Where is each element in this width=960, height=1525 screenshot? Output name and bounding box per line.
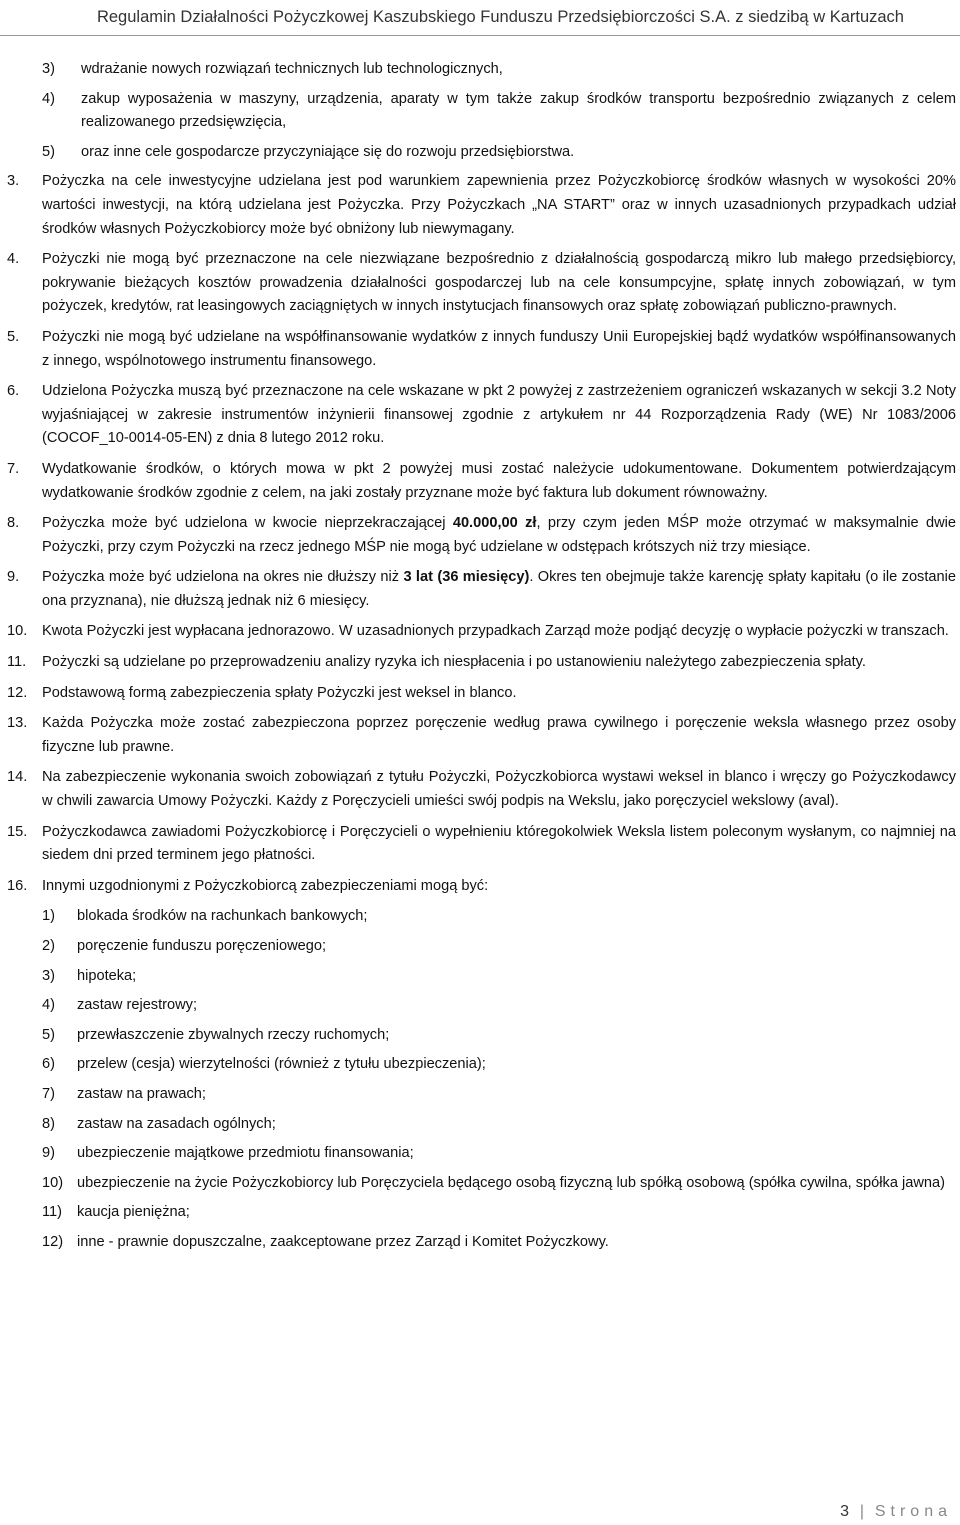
item-text: hipoteka; bbox=[77, 967, 137, 984]
list-item bbox=[0, 1172, 960, 1196]
item-text: ubezpieczenie majątkowe przedmiotu finansowania; bbox=[77, 1145, 414, 1162]
item-text: kaucja pieniężna; bbox=[77, 1204, 190, 1221]
paragraph bbox=[0, 326, 960, 373]
paragraph bbox=[0, 620, 960, 644]
paragraph bbox=[0, 682, 960, 706]
page-footer bbox=[840, 1503, 952, 1521]
paragraph bbox=[0, 512, 960, 559]
paragraph bbox=[0, 248, 960, 319]
page-number: 3 bbox=[840, 1503, 850, 1520]
item-text: zakup wyposażenia w maszyny, urządzenia, aparaty w tym także zakup środków transportu bezpośrednio związanych z celem realizowanego przedsięwzięcia, bbox=[81, 90, 956, 131]
list-item bbox=[0, 141, 960, 165]
list-item bbox=[0, 994, 960, 1018]
list-item bbox=[0, 965, 960, 989]
paragraph bbox=[0, 821, 960, 868]
paragraph-number: 15. bbox=[7, 823, 28, 840]
item-text: oraz inne cele gospodarcze przyczyniające się do rozwoju przedsiębiorstwa. bbox=[81, 143, 575, 160]
paragraph-text: Pożyczkodawca zawiadomi Pożyczkobiorcę i Poręczycieli o wypełnieniu któregokolwiek Weksla listem poleconym wysłanym, co najmniej na siedem dni przed terminem jego płatności. bbox=[42, 823, 956, 864]
item-text: zastaw na prawach; bbox=[77, 1085, 206, 1102]
item-text: wdrażanie nowych rozwiązań technicznych lub technologicznych, bbox=[81, 61, 503, 77]
list-item bbox=[0, 1231, 960, 1255]
paragraph-text: Podstawową formą zabezpieczenia spłaty Pożyczki jest weksel in blanco. bbox=[42, 684, 517, 701]
loan-period: 3 lat (36 miesięcy) bbox=[403, 569, 530, 586]
paragraph bbox=[0, 458, 960, 505]
paragraph bbox=[0, 170, 960, 241]
paragraph-text: Wydatkowanie środków, o których mowa w pkt 2 powyżej musi zostać należycie udokumentowane. Dokumentem potwierdzającym wydatkowanie środków zgodnie z celem, na jaki zostały przyznane może być faktura lub dokument równoważny. bbox=[42, 460, 956, 501]
item-text: ubezpieczenie na życie Pożyczkobiorcy lub Poręczyciela będącego osobą fizyczną lub spółką osobową (spółka cywilna, spółka jawna) bbox=[77, 1174, 945, 1191]
paragraph-number: 3. bbox=[7, 173, 20, 190]
list-item bbox=[0, 1024, 960, 1048]
list-item bbox=[0, 1083, 960, 1107]
item-number: 9) bbox=[42, 1145, 55, 1162]
paragraph-text: Na zabezpieczenie wykonania swoich zobowiązań z tytułu Pożyczki, Pożyczkobiorca wystawi weksel in blanco i wręczy go Pożyczkodawcy w chwili zawarcia Umowy Pożyczki. Każdy z Poręczycieli umieści swój podpis na Wekslu, jako poręczyciel wekslowy (aval). bbox=[42, 769, 956, 810]
paragraph bbox=[0, 875, 960, 899]
page-word: Strona bbox=[874, 1503, 952, 1520]
paragraph bbox=[0, 651, 960, 675]
paragraph-number: 16. bbox=[7, 877, 28, 894]
security-list bbox=[0, 905, 960, 1254]
loan-amount: 40.000,00 zł bbox=[452, 515, 537, 532]
paragraph-number: 13. bbox=[7, 715, 28, 732]
item-number: 8) bbox=[42, 1115, 55, 1132]
paragraph-text-pre: Pożyczka może być udzielona w kwocie nieprzekraczającej bbox=[42, 515, 453, 532]
item-text: inne - prawnie dopuszczalne, zaakceptowane przez Zarząd i Komitet Pożyczkowy. bbox=[77, 1233, 609, 1250]
item-number: 5) bbox=[42, 143, 55, 160]
list-item bbox=[0, 58, 960, 82]
paragraph-number: 9. bbox=[7, 569, 20, 586]
paragraph-number: 6. bbox=[7, 383, 20, 400]
item-number: 12) bbox=[42, 1233, 64, 1250]
item-text: przewłaszczenie zbywalnych rzeczy ruchomych; bbox=[77, 1026, 390, 1043]
paragraph-text-post: . Okres ten obejmuje także karencję spłaty kapitału (o ile zostanie ona przyznana), nie dłuższą jednak niż 6 miesięcy. bbox=[42, 569, 957, 609]
paragraph-text-pre: Pożyczka może być udzielona na okres nie dłuższy niż bbox=[42, 569, 404, 586]
footer-separator: | bbox=[859, 1503, 865, 1520]
paragraph-text-post: , przy czym jeden MŚP może otrzymać w maksymalnie dwie Pożyczki, przy czym Pożyczki na rzecz jednego MŚP nie mogą być udzielane w odstępach krótszych niż trzy miesiące. bbox=[42, 515, 956, 555]
paragraph-text: Pożyczka na cele inwestycyjne udzielana jest pod warunkiem zapewnienia przez Pożyczkobiorcę środków własnych w wysokości 20% wartości inwestycji, na którą udzielana jest Pożyczka. Przy Pożyczkach „NA START” oraz w innych uzasadnionych przypadkach udział środków własnych Pożyczkobiorcy może być obniżony lub niewymagany. bbox=[42, 173, 956, 237]
paragraph-number: 4. bbox=[7, 251, 20, 268]
item-number: 7) bbox=[42, 1085, 55, 1102]
paragraph bbox=[0, 566, 960, 613]
list-item bbox=[0, 1113, 960, 1137]
item-text: zastaw rejestrowy; bbox=[77, 997, 198, 1014]
item-text: blokada środków na rachunkach bankowych; bbox=[77, 908, 368, 925]
item-number: 4) bbox=[42, 997, 55, 1014]
paragraph-text: Innymi uzgodnionymi z Pożyczkobiorcą zabezpieczeniami mogą być: bbox=[42, 877, 489, 894]
paragraph bbox=[0, 766, 960, 813]
paragraph-text: Pożyczki nie mogą być udzielane na współfinansowanie wydatków z innych funduszy Unii Europejskiej bądź wydatków współfinansowanych z innego, wspólnotowego instrumentu finansowego. bbox=[42, 328, 956, 369]
item-text: przelew (cesja) wierzytelności (również z tytułu ubezpieczenia); bbox=[77, 1056, 486, 1073]
item-number: 1) bbox=[42, 908, 55, 925]
paragraph bbox=[0, 712, 960, 759]
paragraph-number: 11. bbox=[7, 654, 27, 671]
paragraph-number: 12. bbox=[7, 684, 28, 701]
header-title: Regulamin Działalności Pożyczkowej Kaszubskiego Funduszu Przedsiębiorczości S.A. z siedzibą w Kartuzach bbox=[96, 8, 904, 26]
item-number: 4) bbox=[42, 90, 55, 107]
document-body bbox=[0, 58, 960, 1261]
paragraph-text: Pożyczki nie mogą być przeznaczone na cele niezwiązane bezpośrednio z działalnością gospodarczą mikro lub małego przedsiębiorcy, pokrywanie bieżących kosztów prowadzenia działalności gospodarczej lub na cele konsumpcyjne, spłatę innych zobowiązań, w tym pożyczek, kredytów, rat leasingowych zaciągniętych w innych instytucjach finansowych oraz spłatę zobowiązań publiczno-prawnych. bbox=[42, 251, 956, 315]
item-number: 2) bbox=[42, 938, 55, 954]
item-number: 10) bbox=[42, 1174, 64, 1191]
paragraph-number: 10. bbox=[7, 623, 28, 640]
paragraph-text: Udzielona Pożyczka muszą być przeznaczone na cele wskazane w pkt 2 powyżej z zastrzeżeniem ograniczeń wskazanych w sekcji 3.2 Noty wyjaśniającej w zakresie instrumentów inżynierii finansowej zgodnie z artykułem nr 44 Rozporządzenia Rady (WE) Nr 1083/2006 (COCOF_10-0014-05-EN) z dnia 8 lutego 2012 roku. bbox=[42, 383, 956, 447]
list-item bbox=[0, 905, 960, 929]
item-text: zastaw na zasadach ogólnych; bbox=[77, 1115, 276, 1132]
paragraph bbox=[0, 380, 960, 451]
item-number: 5) bbox=[42, 1026, 55, 1043]
list-item bbox=[0, 1142, 960, 1166]
list-item bbox=[0, 1053, 960, 1077]
list-item bbox=[0, 1201, 960, 1225]
page-header bbox=[0, 0, 960, 36]
paragraph-text: Kwota Pożyczki jest wypłacana jednorazowo. W uzasadnionych przypadkach Zarząd może podjąć decyzję o wypłacie pożyczki w transzach. bbox=[42, 623, 949, 640]
paragraph-number: 8. bbox=[7, 515, 20, 532]
list-item bbox=[0, 88, 960, 135]
paragraph-number: 7. bbox=[7, 460, 20, 477]
item-number: 3) bbox=[42, 61, 55, 77]
paragraph-number: 14. bbox=[7, 769, 28, 786]
list-item bbox=[0, 935, 960, 959]
item-number: 3) bbox=[42, 967, 55, 984]
item-number: 11) bbox=[42, 1204, 63, 1221]
paragraph-text: Pożyczki są udzielane po przeprowadzeniu analizy ryzyka ich niespłacenia i po ustanowieniu należytego zabezpieczenia spłaty. bbox=[42, 654, 866, 671]
paragraph-number: 5. bbox=[7, 328, 20, 345]
item-number: 6) bbox=[42, 1056, 55, 1073]
paragraph-text: Każda Pożyczka może zostać zabezpieczona poprzez poręczenie według prawa cywilnego i poręczenie weksla własnego przez osoby fizyczne lub prawne. bbox=[42, 715, 956, 755]
item-text: poręczenie funduszu poręczeniowego; bbox=[77, 938, 327, 954]
